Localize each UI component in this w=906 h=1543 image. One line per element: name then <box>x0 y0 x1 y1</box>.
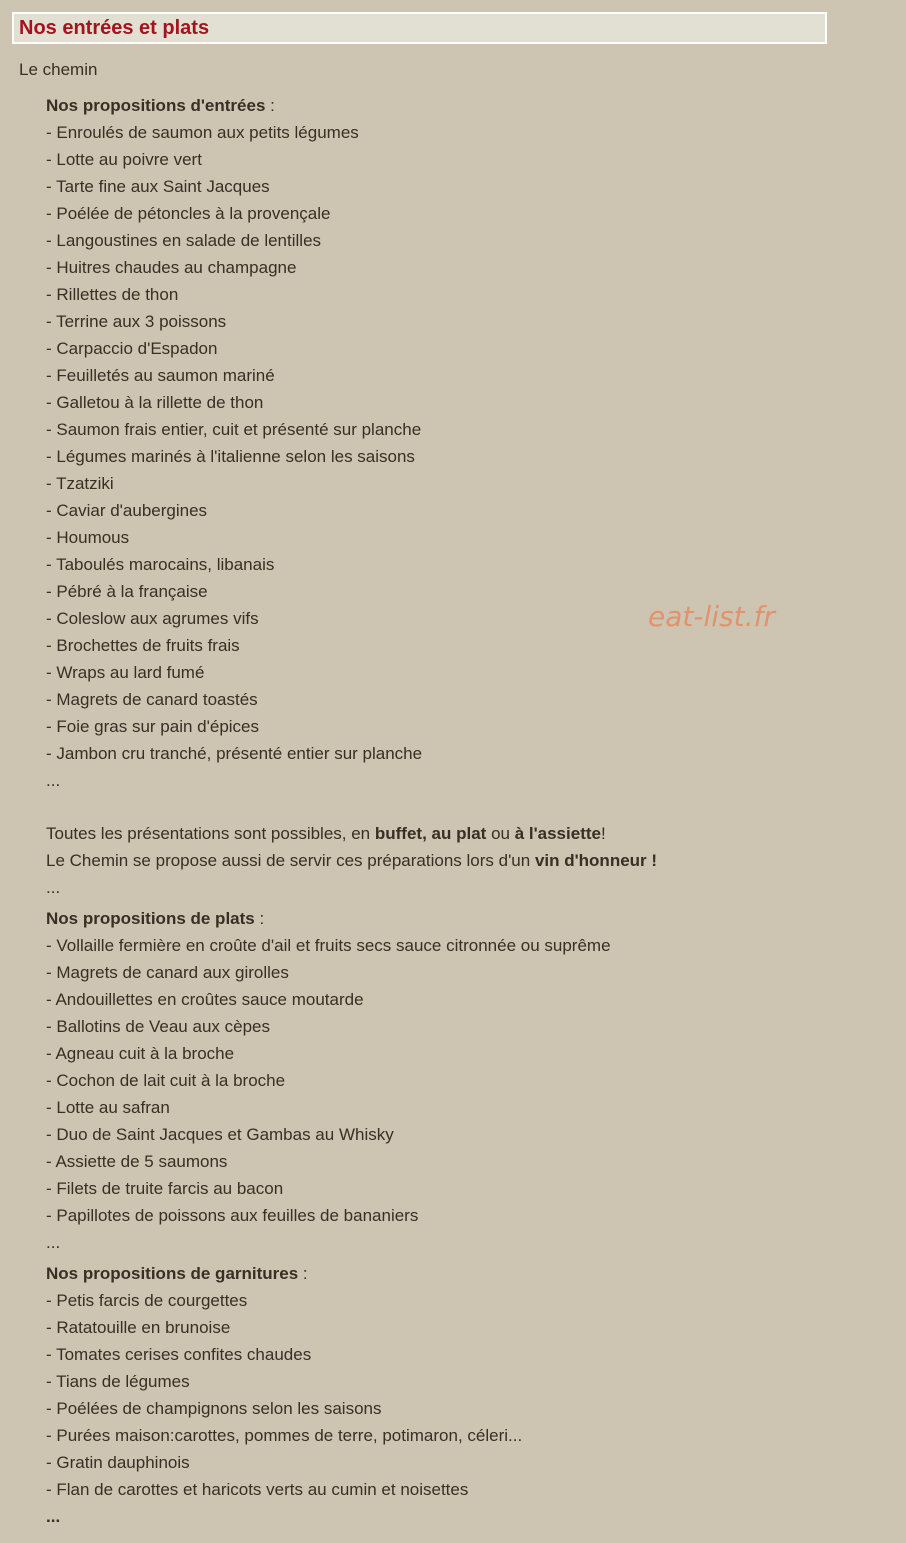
entrees-item: - Caviar d'aubergines <box>46 501 208 520</box>
garnitures-item: - Tians de légumes <box>46 1372 190 1391</box>
entrees-item: - Foie gras sur pain d'épices <box>46 717 260 736</box>
garnitures-item: - Tomates cerises confites chaudes <box>46 1345 312 1364</box>
garnitures-item: - Purées maison:carottes, pommes de terre, potimaron, céleri... <box>46 1426 523 1445</box>
garnitures-item: - Ratatouille en brunoise <box>46 1318 231 1337</box>
entrees-item: - Carpaccio d'Espadon <box>46 339 218 358</box>
presentation-line-2 <box>46 850 826 877</box>
plats-item: - Duo de Saint Jacques et Gambas au Whisky <box>46 1125 394 1144</box>
entrees-heading: Nos propositions d'entrées <box>46 96 266 115</box>
garnitures-heading-suffix: : <box>298 1264 308 1283</box>
entrees-ellipsis: ... <box>46 771 61 790</box>
plats-heading-suffix: : <box>254 909 265 928</box>
plats-item: - Vollaille fermière en croûte d'ail et fruits secs sauce citronnée ou suprême <box>46 936 611 955</box>
entrees-item: - Pébré à la française <box>46 582 208 601</box>
plats-item: - Lotte au safran <box>46 1098 170 1117</box>
entrees-item: - Lotte au poivre vert <box>46 150 202 169</box>
au-plat-text: au plat <box>431 824 487 843</box>
presentation-line-1 <box>46 823 826 850</box>
entrees-heading-line <box>46 95 826 122</box>
plats-item: - Assiette de 5 saumons <box>46 1152 228 1171</box>
presentation-text: Toutes les présentations sont possibles, en <box>46 824 375 843</box>
presentation-ellipsis: ... <box>46 878 61 897</box>
entrees-item: - Magrets de canard toastés <box>46 690 258 709</box>
plats-item: - Andouillettes en croûtes sauce moutarde <box>46 990 364 1009</box>
buffet-text: buffet <box>374 824 423 843</box>
entrees-item: - Langoustines en salade de lentilles <box>46 231 322 250</box>
vin-honneur-text: vin d'honneur ! <box>534 851 658 870</box>
garnitures-item: - Poélées de champignons selon les saisons <box>46 1399 382 1418</box>
entrees-item: - Poélée de pétoncles à la provençale <box>46 204 331 223</box>
entrees-item: - Saumon frais entier, cuit et présenté sur planche <box>46 420 422 439</box>
title-box <box>12 12 827 44</box>
entrees-item: - Légumes marinés à l'italienne selon les saisons <box>46 447 415 466</box>
plats-heading: Nos propositions de plats <box>46 909 255 928</box>
entrees-item: - Enroulés de saumon aux petits légumes <box>46 123 359 142</box>
garnitures-item: - Flan de carottes et haricots verts au cumin et noisettes <box>46 1480 469 1499</box>
entrees-item: - Taboulés marocains, libanais <box>46 555 275 574</box>
plats-ellipsis: ... <box>46 1233 61 1252</box>
plats-item: - Agneau cuit à la broche <box>46 1044 235 1063</box>
entrees-item: - Rillettes de thon <box>46 285 179 304</box>
entrees-item: - Coleslow aux agrumes vifs <box>46 609 259 628</box>
menu-content <box>46 95 826 1533</box>
plats-heading-line <box>46 908 826 935</box>
entrees-item: - Terrine aux 3 poissons <box>46 312 227 331</box>
plats-item: - Papillotes de poissons aux feuilles de bananiers <box>46 1206 419 1225</box>
plats-item: - Filets de truite farcis au bacon <box>46 1179 284 1198</box>
entrees-list <box>46 122 826 770</box>
garnitures-item: - Gratin dauphinois <box>46 1453 190 1472</box>
garnitures-heading: Nos propositions de garnitures <box>46 1264 299 1283</box>
garnitures-list <box>46 1290 826 1506</box>
entrees-item: - Galletou à la rillette de thon <box>46 393 264 412</box>
entrees-item: - Huitres chaudes au champagne <box>46 258 297 277</box>
plats-item: - Ballotins de Veau aux cèpes <box>46 1017 270 1036</box>
assiette-text: à l'assiette <box>514 824 601 843</box>
presentation-text-2: Le Chemin se propose aussi de servir ces préparations lors d'un <box>46 851 535 870</box>
entrees-heading-suffix: : <box>265 96 275 115</box>
plats-item: - Magrets de canard aux girolles <box>46 963 289 982</box>
entrees-item: - Tarte fine aux Saint Jacques <box>46 177 270 196</box>
plats-list <box>46 935 826 1232</box>
garnitures-ellipsis-line <box>46 1506 826 1533</box>
page-title: Nos entrées et plats <box>19 17 210 39</box>
entrees-item: - Feuilletés au saumon mariné <box>46 366 275 385</box>
entrees-item: - Houmous <box>46 528 130 547</box>
presentation-ou: ou <box>486 824 515 843</box>
entrees-item: - Jambon cru tranché, présenté entier sur planche <box>46 744 423 763</box>
entrees-item: - Wraps au lard fumé <box>46 663 205 682</box>
watermark: eat-list.fr <box>648 600 775 633</box>
presentation-comma: , <box>422 824 432 843</box>
garnitures-ellipsis: ... <box>46 1507 61 1526</box>
presentation-exclamation: ! <box>600 824 606 843</box>
spacer <box>46 797 826 823</box>
entrees-item: - Tzatziki <box>46 474 114 493</box>
entrees-item: - Brochettes de fruits frais <box>46 636 240 655</box>
plats-item: - Cochon de lait cuit à la broche <box>46 1071 286 1090</box>
restaurant-name: Le chemin <box>19 60 98 79</box>
garnitures-item: - Petis farcis de courgettes <box>46 1291 248 1310</box>
garnitures-heading-line <box>46 1263 826 1290</box>
